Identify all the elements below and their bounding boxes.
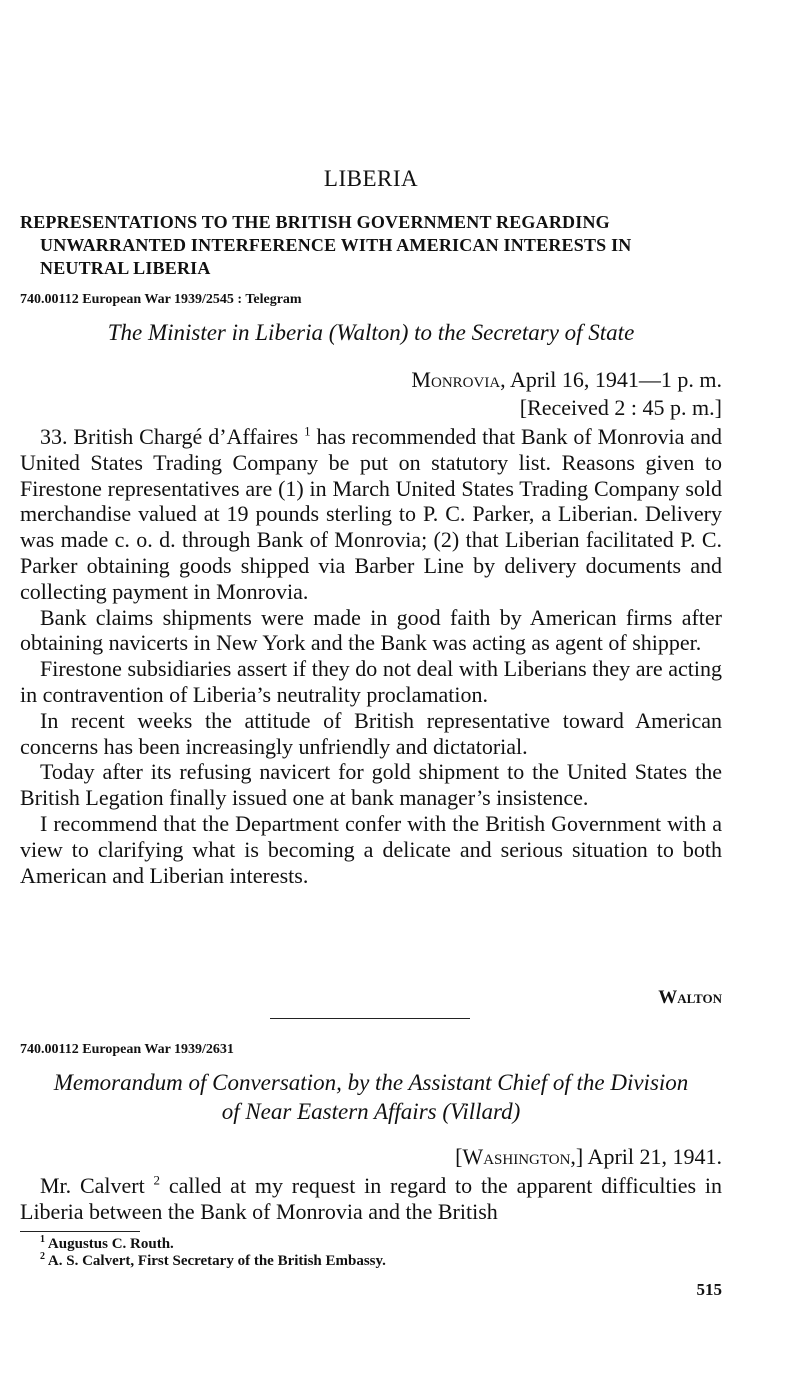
footnotes — [40, 1236, 722, 1270]
dateline-place: Monrovia, — [411, 367, 506, 392]
paragraph: Firestone subsidiaries assert if they do not deal with Liberians they are acting in contravention of Liberia’s neutrality proclamation. — [20, 656, 722, 707]
file-number: 740.00112 European War 1939/2631 — [20, 1042, 234, 1057]
footnote-mark: 2 — [40, 1251, 45, 1262]
footnote-mark: 1 — [40, 1234, 45, 1245]
paragraph: 33. British Chargé d’Affaires $^1$ has recommended that Bank of Monrovia and United States Trading Company be put on statutory list. Reasons given to Firestone representatives are (1) in March United States Trading Company sold merchandise valued at 19 pounds sterling to P. C. Parker, a Liberian. Delivery was made c. o. d. through Bank of Monrovia; (2) that Liberian facilitated P. C. Parker obtaining goods shipped via Barber Line by delivery documents and collecting payment in Monrovia. — [20, 423, 723, 604]
dateline — [20, 366, 722, 394]
received-line: [Received 2 : 45 p. m.] — [519, 395, 722, 420]
chapter-heading: LIBERIA — [323, 166, 419, 191]
paragraph: Today after its refusing navicert for gold shipment to the United States the British Legation finally issued one at bank manager’s insistence. — [20, 759, 722, 811]
paragraph: Bank claims shipments were made in good faith by American firms after obtaining navicerts in New York and the Bank was acting as agent of shipper. — [20, 604, 722, 656]
footnote: $^1$ Augustus C. Routh. — [40, 1234, 174, 1252]
paragraph: Mr. Calvert $^2$ called at my request in regard to the apparent difficulties in Liberia between the Bank of Monrovia and the British — [20, 1172, 722, 1224]
paragraph: In recent weeks the attitude of British representative toward American concerns has been increasingly unfriendly and dictatorial. — [20, 707, 722, 759]
footnote-ref: 1 — [304, 423, 311, 439]
dateline — [20, 1143, 722, 1171]
footnote-ref: 2 — [153, 1172, 161, 1188]
section-divider — [270, 1018, 470, 1019]
memo-title-line: Memorandum of Conversation, by the Assistant Chief of the Division — [53, 1070, 689, 1095]
dateline-place: [Washington,] — [455, 1144, 584, 1169]
dateline-date: April 16, 1941—1 p. m. — [505, 367, 722, 392]
footnote: $^2$ A. S. Calvert, First Secretary of the British Embassy. — [40, 1251, 386, 1269]
memo-title — [20, 1068, 722, 1126]
file-number: 740.00112 European War 1939/2545 : Telegram — [20, 292, 302, 307]
section-title — [20, 211, 722, 280]
telegram-body — [20, 424, 722, 888]
section-title-line: REPRESENTATIONS TO THE BRITISH GOVERNMENT REGARDING — [20, 212, 610, 232]
footnote-divider — [20, 1231, 140, 1232]
dateline-date: April 21, 1941. — [583, 1144, 722, 1169]
section-title-line: UNWARRANTED INTERFERENCE WITH AMERICAN INTERESTS IN — [40, 235, 632, 255]
document-page — [20, 0, 722, 1380]
paragraph: I recommend that the Department confer with the British Government with a view to clarifying what is becoming a delicate and serious situation to both American and Liberian interests. — [20, 810, 722, 888]
section-title-line: NEUTRAL LIBERIA — [40, 258, 211, 278]
signature: Walton — [658, 987, 722, 1008]
page-number: 515 — [696, 1280, 722, 1299]
document-title: The Minister in Liberia (Walton) to the Secretary of State — [107, 320, 635, 345]
memo-body — [20, 1173, 722, 1225]
memo-title-line: of Near Eastern Affairs (Villard) — [221, 1099, 521, 1124]
